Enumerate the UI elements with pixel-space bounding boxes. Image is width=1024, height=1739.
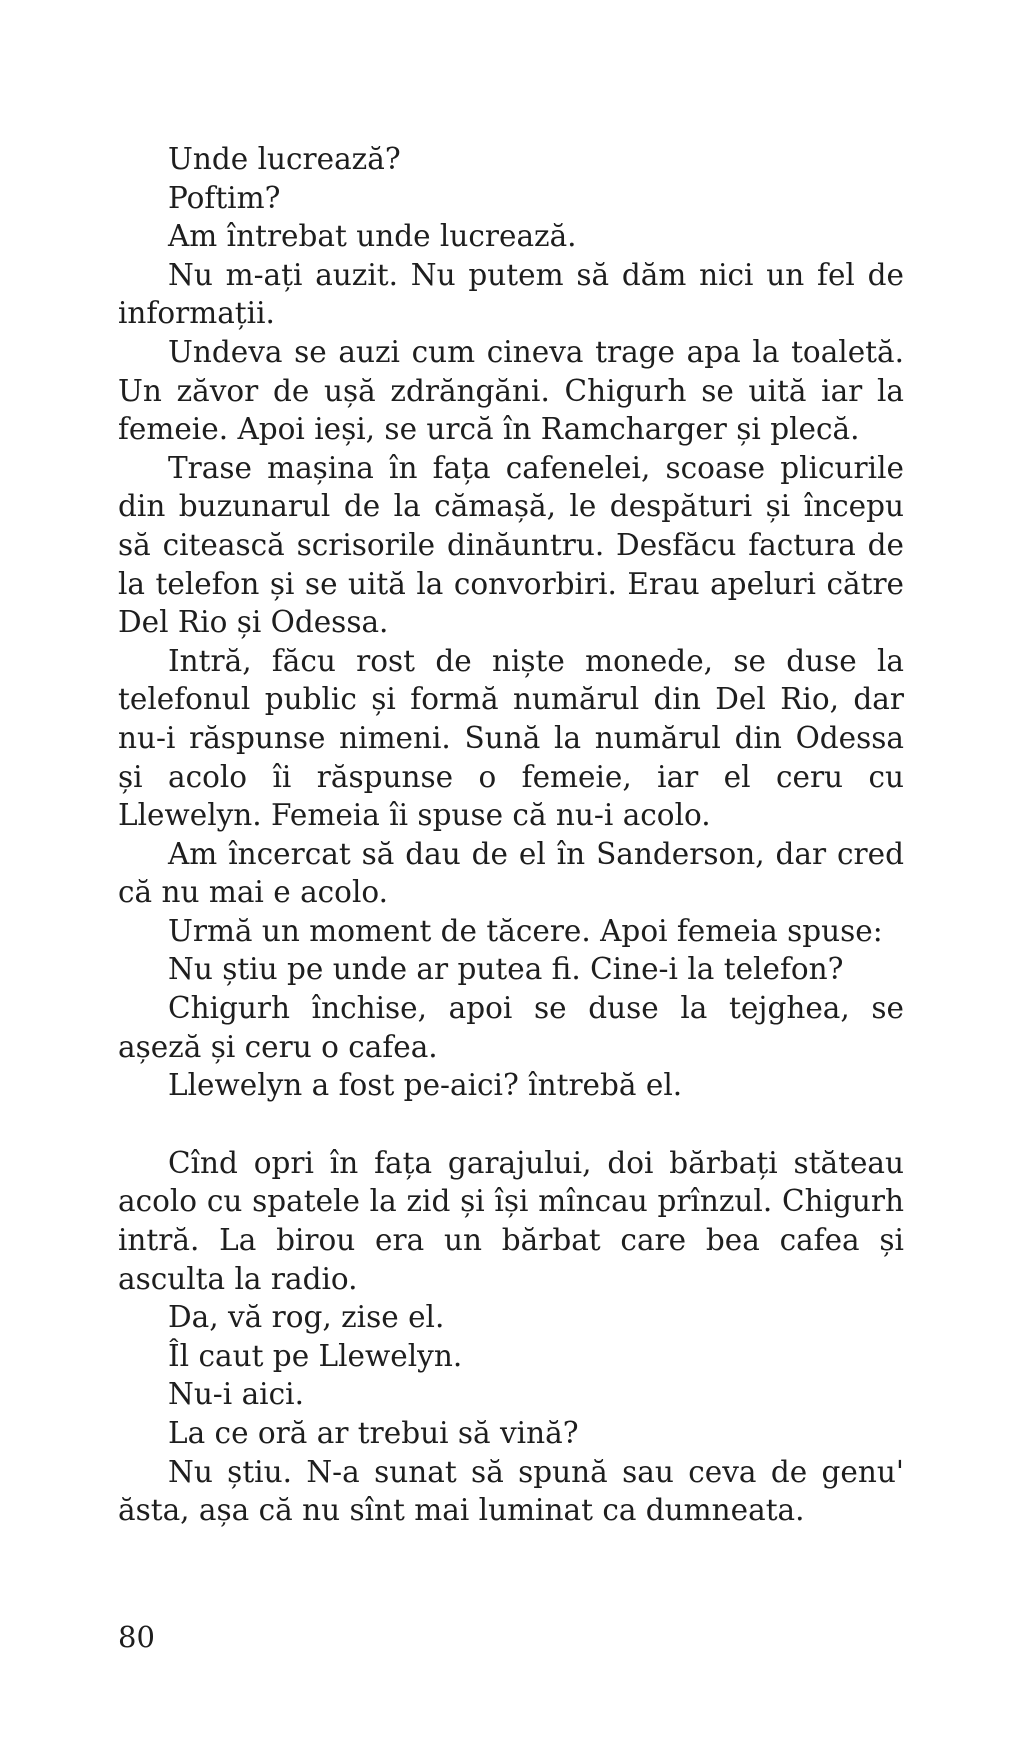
paragraph: Undeva se auzi cum cineva trage apa la toaletă. Un zăvor de ușă zdrăngăni. Chigurh se uită iar la femeie. Apoi ieși, se urcă în Ramcharger și plecă.: [118, 334, 904, 447]
paragraph: Trase mașina în fața cafenelei, scoase plicurile din buzunarul de la cămașă, le despături și începu să citească scrisorile dinăuntru. Desfăcu factura de la telefon și se uită la convorbiri. Erau apeluri către Del Rio și Odessa.: [118, 450, 904, 640]
paragraph: Llewelyn a fost pe-aici? întrebă el.: [168, 1068, 683, 1103]
page-number: 80: [118, 1620, 155, 1654]
paragraph: Intră, făcu rost de niște monede, se duse la telefonul public și formă numărul din Del Rio, dar nu-i răspunse nimeni. Sună la numărul din Odessa și acolo îi răspunse o femeie, iar el ceru cu Llewelyn. Femeia îi spuse că nu-i acolo.: [118, 643, 904, 833]
page-body: [118, 140, 904, 1530]
paragraph: Poftim?: [168, 180, 281, 215]
paragraph: Îl caut pe Llewelyn.: [168, 1338, 463, 1373]
paragraph: Unde lucrează?: [168, 142, 401, 176]
paragraph: Nu știu. N-a sunat să spună sau ceva de genu' ăsta, așa că nu sînt mai luminat ca dumneata.: [118, 1454, 904, 1528]
section-break: [118, 1105, 904, 1144]
paragraph: Nu m-ați auzit. Nu putem să dăm nici un fel de informații.: [118, 257, 904, 331]
paragraph: Nu știu pe unde ar putea fi. Cine-i la telefon?: [168, 952, 844, 987]
paragraph: Chigurh închise, apoi se duse la tejghea, se așeză și ceru o cafea.: [118, 991, 904, 1064]
paragraph: La ce oră ar trebui să vină?: [168, 1416, 579, 1450]
paragraph: Da, vă rog, zise el.: [168, 1300, 445, 1335]
paragraph: Cînd opri în fața garajului, doi bărbați stăteau acolo cu spatele la zid și își mîncau prînzul. Chigurh intră. La birou era un bărbat care bea cafea și asculta la radio.: [118, 1145, 904, 1296]
paragraph: Am încercat să dau de el în Sanderson, dar cred că nu mai e acolo.: [118, 836, 904, 910]
paragraph: Am întrebat unde lucrează.: [168, 219, 577, 254]
paragraph: Nu-i aici.: [168, 1377, 304, 1412]
paragraph: Urmă un moment de tăcere. Apoi femeia spuse:: [168, 913, 883, 948]
